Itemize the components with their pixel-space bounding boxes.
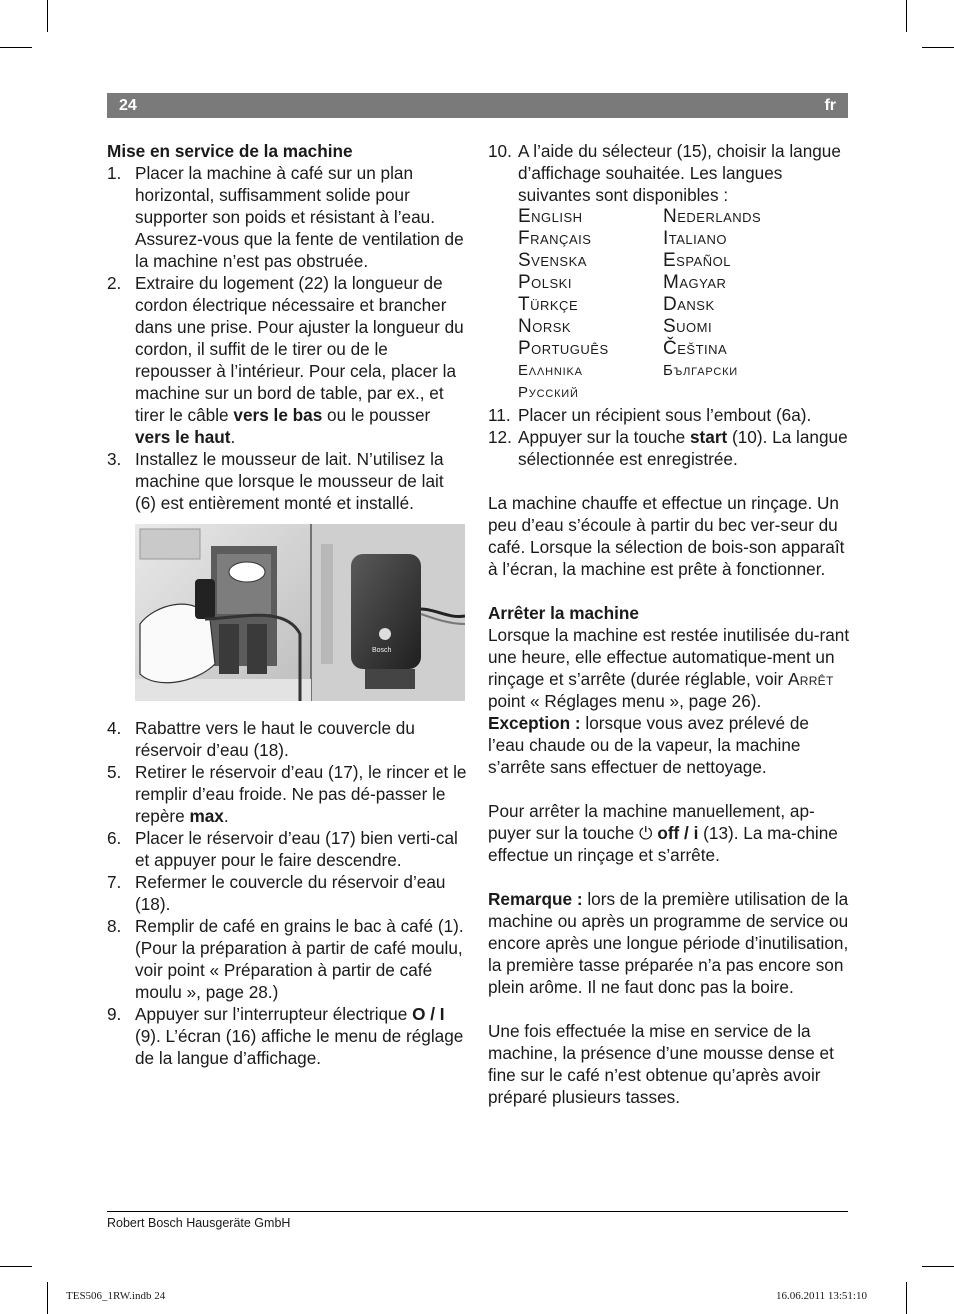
step-text: Retirer le réservoir d’eau (17), le rincer et le remplir d’eau froide. Ne pas dé-passer le repère max. (135, 762, 467, 826)
language-option: Polski (518, 272, 572, 293)
list-item (107, 761, 469, 827)
list-item (107, 162, 469, 272)
language-option: Français (518, 228, 592, 249)
language-option: Norsk (518, 316, 572, 337)
list-item (107, 871, 469, 915)
step-number: 7. (107, 872, 122, 892)
language-option: Suomi (663, 316, 713, 337)
crop-mark (906, 0, 907, 32)
step-text: Appuyer sur l’interrupteur électrique O / I (9). L’écran (16) affiche le menu de réglage de la langue d’affichage. (135, 1004, 464, 1068)
crop-mark (0, 47, 32, 48)
language-option: Ελληνικα (518, 362, 583, 379)
footer-company: Robert Bosch Hausgeräte GmbH (107, 1216, 291, 1230)
language-list (518, 206, 850, 404)
step-number: 12. (488, 427, 512, 447)
language-option: Svenska (518, 250, 587, 271)
illustration-svg (135, 524, 465, 701)
paragraph-remark: Remarque : lors de la première utilisation de la machine ou après un programme de service ou encore après une longue période d’inutilisation, la première tasse préparée n’a pas encore son plein arôme. Il ne faut donc pas la boire. (488, 889, 849, 997)
section-heading: Arrêter la machine (488, 603, 639, 623)
paragraph-heating: La machine chauffe et effectue un rinçage. Un peu d’eau s’écoule à partir du bec ver-seur du café. Lorsque la sélection de bois-son apparaît à l’écran, la machine est prête à fonctionner. (488, 493, 845, 579)
language-option: Español (663, 250, 731, 271)
list-item (107, 915, 469, 1003)
step-text: Rabattre vers le haut le couvercle du réservoir d’eau (18). (135, 718, 415, 760)
steps-list (488, 404, 850, 470)
slug-date: 16.06.2011 13:51:10 (776, 1290, 867, 1302)
step-number: 1. (107, 163, 122, 183)
language-option: Italiano (663, 228, 727, 249)
page-number: 24 (119, 96, 137, 114)
crop-mark (0, 1266, 32, 1267)
paragraph-auto-off: Lorsque la machine est restée inutilisée du-rant une heure, elle effectue automatique-ment un rinçage et s’arrête (durée réglable, voir Arrêt point « Réglages menu », page 26). (488, 625, 850, 711)
language-option: Português (518, 338, 609, 359)
crop-mark (922, 1266, 954, 1267)
step-text: Remplir de café en grains le bac à café (1). (Pour la préparation à partir de café moulu, voir point « Préparation à partir de café moulu », page 28.) (135, 916, 464, 1002)
step-number: 10. (488, 141, 512, 161)
step-text: Placer la machine à café sur un plan horizontal, suffisamment solide pour supporter son poids et résistant à l’eau. Assurez-vous que la fente de ventilation de la machine n’est pas obstruée. (135, 163, 464, 271)
list-item (107, 1003, 469, 1069)
footer-rule (107, 1211, 848, 1212)
language-option: Čeština (663, 338, 728, 359)
milk-frother-illustration (135, 524, 465, 701)
right-column (488, 140, 850, 1108)
steps-list (488, 140, 850, 206)
step-text: Appuyer sur la touche start (10). La langue sélectionnée est enregistrée. (518, 427, 848, 469)
step-number: 6. (107, 828, 122, 848)
section-heading: Mise en service de la machine (107, 141, 353, 161)
step-text: Refermer le couvercle du réservoir d’eau (18). (135, 872, 446, 914)
step-number: 3. (107, 449, 122, 469)
crop-mark (47, 1282, 48, 1314)
steps-list (107, 162, 469, 514)
language-option: Magyar (663, 272, 727, 293)
language-option: English (518, 206, 583, 227)
step-number: 11. (488, 405, 511, 425)
page-header (107, 93, 848, 118)
list-item (107, 827, 469, 871)
step-number: 2. (107, 273, 122, 293)
step-number: 9. (107, 1004, 122, 1024)
step-number: 4. (107, 718, 122, 738)
paragraph-exception: Exception : lorsque vous avez prélevé de l’eau chaude ou de la vapeur, la machine s’arrête sans effectuer de nettoyage. (488, 713, 809, 777)
slug-file: TES506_1RW.indb 24 (66, 1290, 166, 1302)
step-number: 8. (107, 916, 122, 936)
language-option: Türkçe (518, 294, 579, 315)
step-text: Extraire du logement (22) la longueur de cordon électrique nécessaire et brancher dans une prise. Pour ajuster la longueur du cordon, il suffit de le tirer ou de le repousser à l’intérieur. Pour cela, placer la machine sur un bord de table, par ex., et tirer le câble vers le bas ou le pousser vers le haut. (135, 273, 464, 447)
step-text: Placer un récipient sous l’embout (6a). (518, 405, 812, 425)
steps-list (107, 717, 469, 1069)
list-item (488, 140, 850, 206)
paragraph-manual-off: Pour arrêter la machine manuellement, ap-puyer sur la touche ⏻ off / i (13). La ma-chine effectue un rinçage et s’arrête. (488, 801, 838, 865)
paragraph-final: Une fois effectuée la mise en service de la machine, la présence d’une mousse dense et fine sur le café n’est obtenue qu’après avoir préparé plusieurs tasses. (488, 1021, 834, 1107)
step-text: Placer le réservoir d’eau (17) bien verti-cal et appuyer pour le faire descendre. (135, 828, 458, 870)
step-number: 5. (107, 762, 122, 782)
language-option: Dansk (663, 294, 715, 315)
list-item (107, 717, 469, 761)
crop-mark (47, 0, 48, 32)
list-item (488, 426, 850, 470)
crop-mark (922, 47, 954, 48)
language-option: Nederlands (663, 206, 762, 227)
list-item (107, 448, 469, 514)
list-item (107, 272, 469, 448)
frother-logo: Bosch (372, 647, 392, 654)
left-column (107, 140, 469, 1069)
step-text: A l’aide du sélecteur (15), choisir la langue d’affichage souhaitée. Les langues suivantes sont disponibles : (518, 141, 841, 205)
step-text: Installez le mousseur de lait. N’utilisez la machine que lorsque le mousseur de lait (6) est entièrement monté et installé. (135, 449, 444, 513)
language-option: Русский (518, 384, 579, 401)
language-code: fr (824, 96, 836, 114)
language-option: Български (663, 362, 738, 379)
list-item (488, 404, 850, 426)
crop-mark (906, 1282, 907, 1314)
